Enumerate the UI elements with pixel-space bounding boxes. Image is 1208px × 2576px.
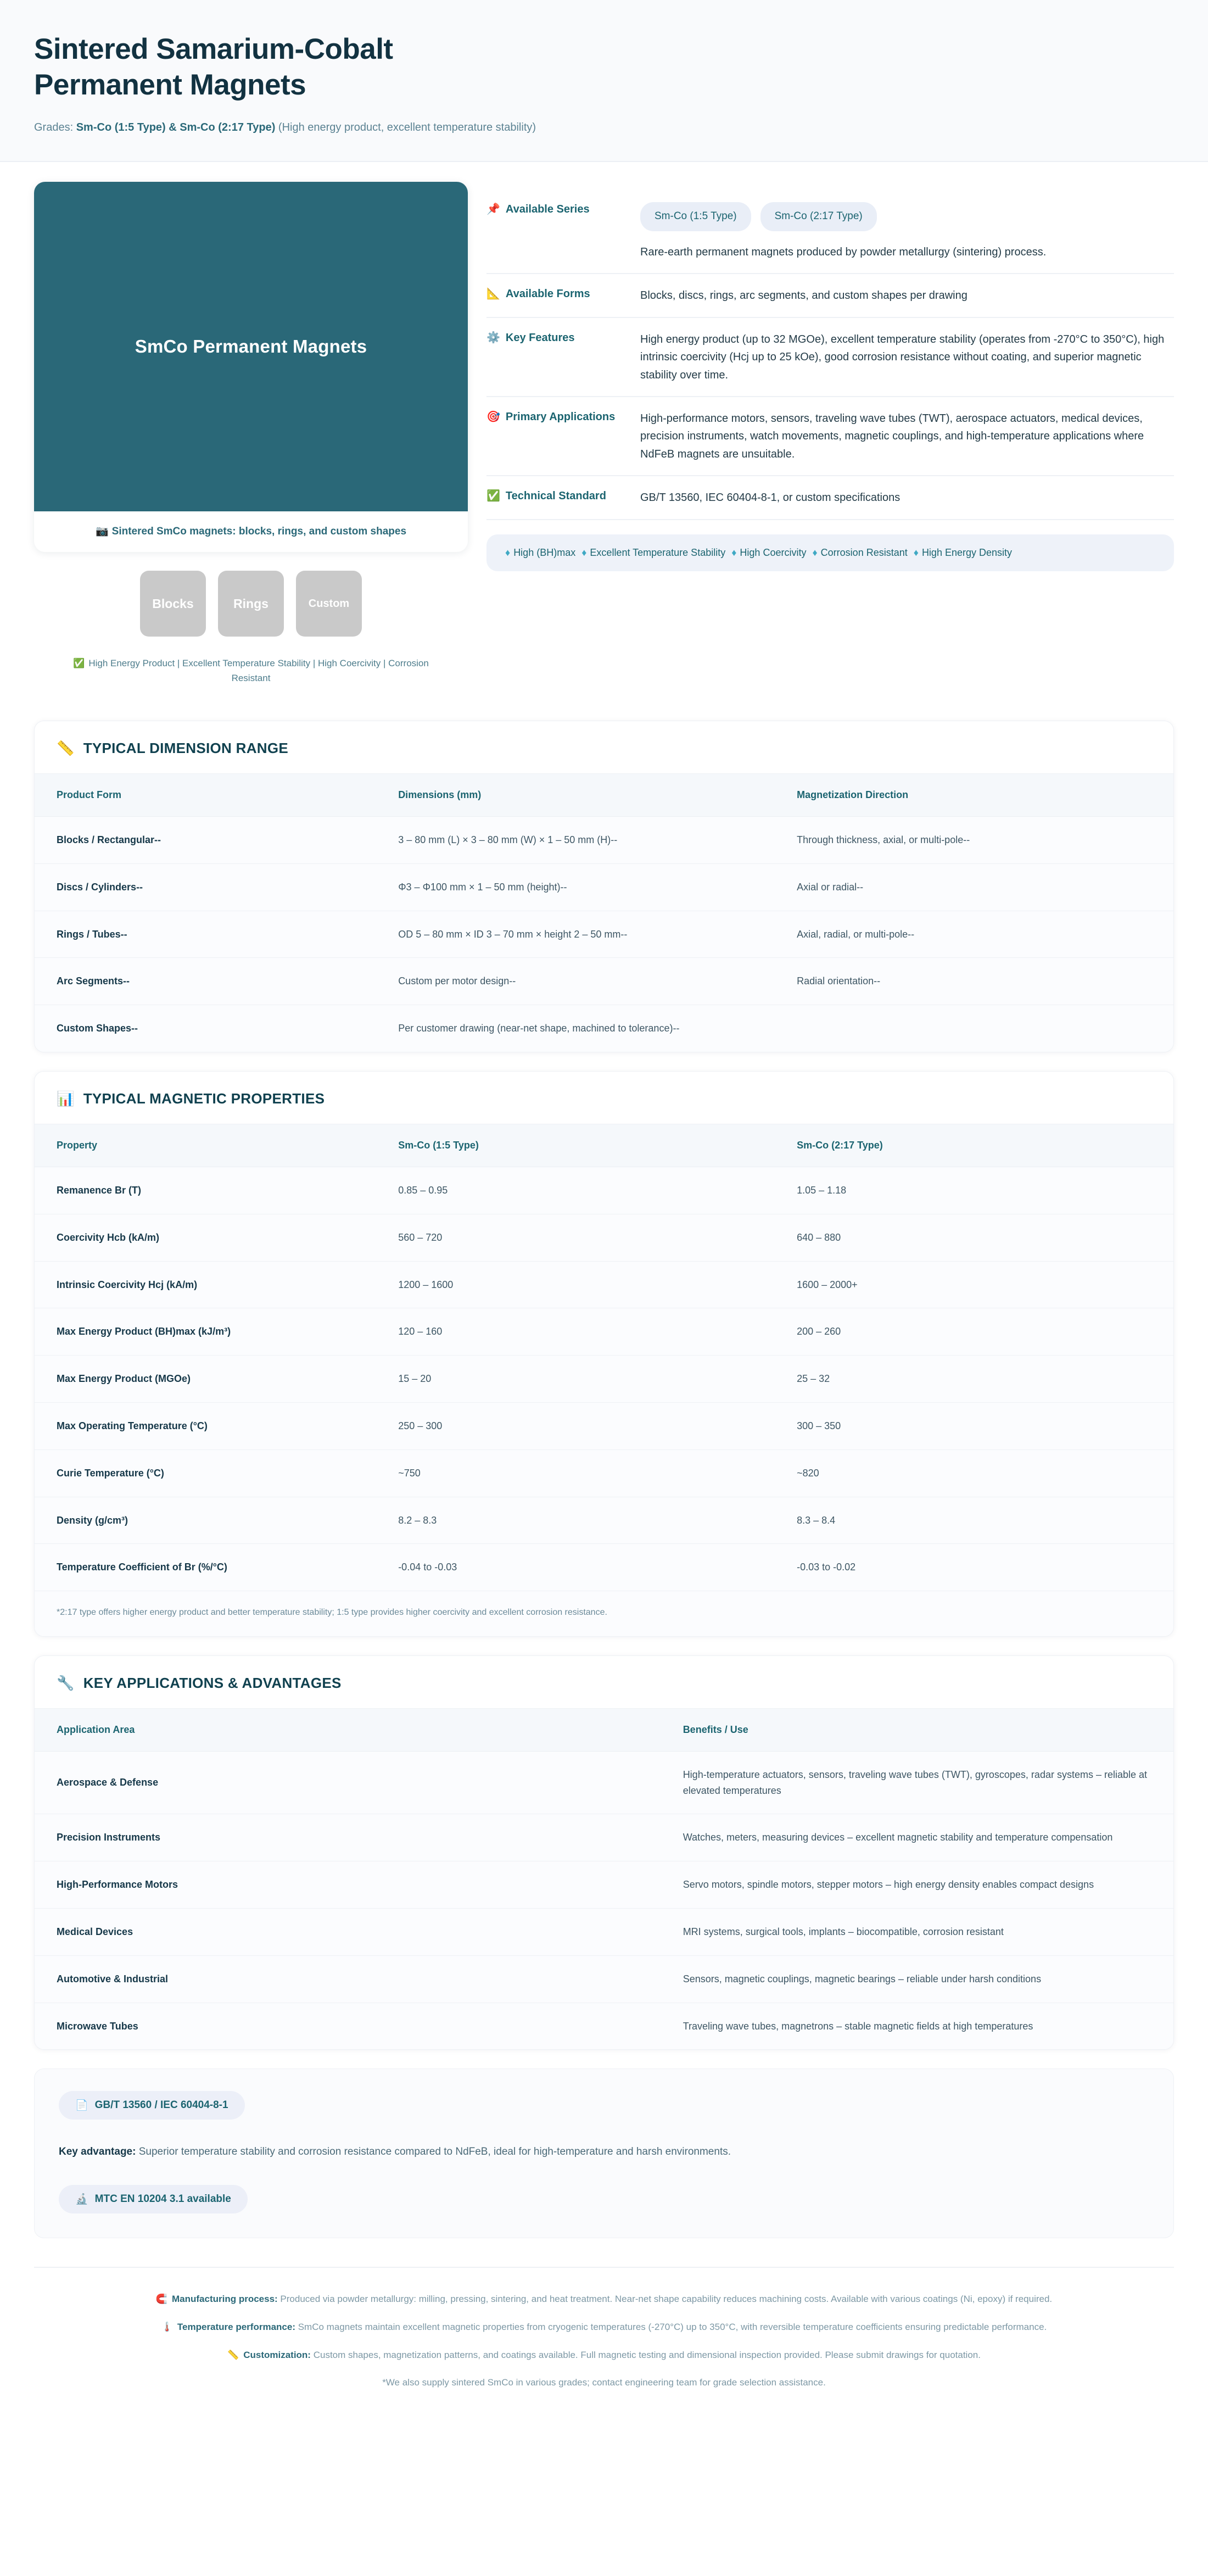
cell-benefits: MRI systems, surgical tools, implants – biocompatible, corrosion resistant [661,1908,1173,1955]
table-row [35,1214,1173,1261]
section-header-dimension-range [35,721,1173,773]
cell-dimensions: Φ3 – Φ100 mm × 1 – 50 mm (height)-- [376,863,775,911]
product-image-caption-text: Sintered SmCo magnets: blocks, rings, and custom shapes [111,526,407,538]
cell-magnetization: Axial or radial-- [775,863,1173,911]
straight-ruler-icon: 📏 [227,2350,239,2361]
product-image-card [34,182,468,552]
feature-tag-0: High (BH)max [513,547,576,558]
footer-final-note: *We also supply sintered SmCo in various grades; contact engineering team for grade selection assistance. [382,2377,826,2388]
standard-badge-mtc[interactable] [59,2185,248,2213]
cell-value-1-5: 120 – 160 [376,1308,775,1356]
section-header-key-applications [35,1656,1173,1708]
cell-value-2-17: 1.05 – 1.18 [775,1167,1173,1214]
table-row [35,911,1173,958]
cell-value-2-17: 200 – 260 [775,1308,1173,1356]
info-label-text: Available Series [505,203,590,216]
series-pill-group [640,202,1174,231]
thermometer-icon: 🌡️ [161,2321,173,2332]
table-row [35,1261,1173,1308]
feature-tag-bar [486,534,1174,571]
cell-property: Temperature Coefficient of Br (%/°C) [35,1544,376,1591]
section-header-magnetic-properties [35,1072,1173,1124]
section-title: KEY APPLICATIONS & ADVANTAGES [83,1674,342,1691]
shape-chip-blocks[interactable]: Blocks [140,571,206,637]
feature-tag-2: High Coercivity [740,547,807,558]
footer-note-temperature [34,2319,1174,2335]
grades-value: Sm-Co (1:5 Type) & Sm-Co (2:17 Type) [76,121,276,134]
section-key-applications [34,1655,1174,2050]
series-pill-2-17[interactable]: Sm-Co (2:17 Type) [760,202,877,231]
product-image-caption [34,511,468,552]
table-row [35,1005,1173,1052]
column-header-product-form: Product Form [35,774,376,817]
standard-badge-label: MTC EN 10204 3.1 available [94,2193,231,2205]
cell-product-form: Blocks / Rectangular-- [35,817,376,864]
grades-subtitle [34,119,1174,136]
hero-header [0,0,1208,162]
left-features-line [34,656,468,685]
table-row [35,863,1173,911]
info-label-technical-standard [486,488,636,504]
cell-value-1-5: 15 – 20 [376,1356,775,1403]
cell-magnetization: Through thickness, axial, or multi-pole-- [775,817,1173,864]
footer-notes [34,2267,1174,2391]
bar-chart-icon: 📊 [57,1090,75,1107]
cell-value-1-5: 560 – 720 [376,1214,775,1261]
cell-application-area: Automotive & Industrial [35,1955,661,2003]
cell-product-form: Rings / Tubes-- [35,911,376,958]
info-label-key-features [486,330,636,345]
info-row-technical-standard [486,476,1174,520]
info-label-available-series [486,202,636,217]
table-header-row [35,1708,1173,1751]
hero-right-column [486,182,1174,571]
cell-application-area: Aerospace & Defense [35,1751,661,1814]
cell-benefits: Sensors, magnetic couplings, magnetic bearings – reliable under harsh conditions [661,1955,1173,2003]
series-description: Rare-earth permanent magnets produced by powder metallurgy (sintering) process. [640,246,1047,259]
table-row [35,1751,1173,1814]
cell-application-area: High-Performance Motors [35,1861,661,1909]
info-value-available-forms: Blocks, discs, rings, arc segments, and custom shapes per drawing [640,289,967,302]
series-pill-1-5[interactable]: Sm-Co (1:5 Type) [640,202,751,231]
cell-benefits: Servo motors, spindle motors, stepper motors – high energy density enables compact designs [661,1861,1173,1909]
page-title [34,32,748,103]
cell-value-2-17: 300 – 350 [775,1402,1173,1449]
footer-note-text: SmCo magnets maintain excellent magnetic properties from cryogenic temperatures (-270°C) up to 350°C, with reversible temperature coefficients ensuring predictable performance. [295,2321,1047,2332]
diamond-bullet-icon: ♦ [812,547,818,558]
section-title: TYPICAL DIMENSION RANGE [83,740,289,756]
column-header-dimensions: Dimensions (mm) [376,774,775,817]
standard-badge-label: GB/T 13560 / IEC 60404-8-1 [94,2099,228,2111]
info-label-text: Key Features [505,331,575,344]
cell-benefits: High-temperature actuators, sensors, traveling wave tubes (TWT), gyroscopes, radar systems – reliable at elevated temperatures [661,1751,1173,1814]
info-value-available-series [640,202,1174,261]
info-value-key-features: High energy product (up to 32 MGOe), excellent temperature stability (operates from -270°C to 350°C), high intrinsic coercivity (Hcj up to 25 kOe), good corrosion resistance without coating, and superior magnetic stability over time. [640,333,1165,381]
grades-note: (High energy product, excellent temperature stability) [278,121,536,134]
page-title-line2: Permanent Magnets [34,68,306,101]
table-header-row [35,774,1173,817]
table-row [35,1449,1173,1497]
shape-chip-custom[interactable]: Custom [296,571,362,637]
cell-magnetization: Radial orientation-- [775,958,1173,1005]
triangular-ruler-icon: 📐 [486,288,500,300]
cell-product-form: Custom Shapes-- [35,1005,376,1052]
hero-body [0,162,1208,702]
gear-icon: ⚙️ [486,331,500,344]
cell-dimensions: 3 – 80 mm (L) × 3 – 80 mm (W) × 1 – 50 mm (H)-- [376,817,775,864]
footer-note-text: Produced via powder metallurgy: milling, pressing, sintering, and heat treatment. Near-net shape capability reduces machining costs. Available with various coatings (Ni, epoxy) if required. [277,2293,1053,2304]
cell-property: Coercivity Hcb (kA/m) [35,1214,376,1261]
product-image-placeholder [34,182,468,511]
product-image-label: SmCo Permanent Magnets [135,336,367,357]
info-label-text: Available Forms [505,288,590,300]
cell-magnetization: Axial, radial, or multi-pole-- [775,911,1173,958]
diamond-bullet-icon: ♦ [581,547,587,558]
table-footnote-row [35,1591,1173,1636]
cell-value-2-17: 1600 – 2000+ [775,1261,1173,1308]
cell-magnetization [775,1005,1173,1052]
cell-value-1-5: 1200 – 1600 [376,1261,775,1308]
key-advantage-text [59,2144,1149,2160]
left-features-text: High Energy Product | Excellent Temperature Stability | High Coercivity | Corrosion Resistant [88,658,429,683]
diamond-bullet-icon: ♦ [505,547,511,558]
info-row-available-series [486,189,1174,274]
info-row-key-features [486,318,1174,397]
footer-note-label: Manufacturing process: [172,2293,278,2304]
document-icon: 📄 [75,2100,88,2112]
table-header-row [35,1124,1173,1167]
table-row [35,1955,1173,2003]
cell-product-form: Discs / Cylinders-- [35,863,376,911]
info-row-available-forms [486,274,1174,317]
cell-application-area: Microwave Tubes [35,2003,661,2049]
column-header-application-area: Application Area [35,1708,661,1751]
feature-tag-1: Excellent Temperature Stability [590,547,726,558]
cell-property: Density (g/cm³) [35,1497,376,1544]
footer-note-customization [34,2347,1174,2363]
cell-value-1-5: 8.2 – 8.3 [376,1497,775,1544]
table-row [35,1908,1173,1955]
cell-property: Remanence Br (T) [35,1167,376,1214]
table-row [35,1544,1173,1591]
diamond-bullet-icon: ♦ [913,547,919,558]
straight-ruler-icon: 📏 [57,740,75,756]
table-row [35,1402,1173,1449]
hero-left-column [34,182,468,685]
microscope-icon: 🔬 [75,2193,88,2205]
footer-note-manufacturing [34,2291,1174,2307]
cell-value-2-17: 25 – 32 [775,1356,1173,1403]
camera-icon: 📷 [95,526,109,538]
footer-note-label: Temperature performance: [177,2321,295,2332]
column-header-sm-co-1-5: Sm-Co (1:5 Type) [376,1124,775,1167]
feature-tag-3: Corrosion Resistant [820,547,908,558]
column-header-sm-co-2-17: Sm-Co (2:17 Type) [775,1124,1173,1167]
section-title: TYPICAL MAGNETIC PROPERTIES [83,1090,325,1107]
key-advantage-body: Superior temperature stability and corrosion resistance compared to NdFeB, ideal for high-temperature and harsh environments. [138,2146,731,2158]
standards-card [34,2068,1174,2238]
dimension-table [35,773,1173,1052]
cell-application-area: Medical Devices [35,1908,661,1955]
info-label-text: Primary Applications [505,411,616,423]
cell-benefits: Watches, meters, measuring devices – excellent magnetic stability and temperature compensation [661,1814,1173,1861]
target-icon: 🎯 [486,411,500,423]
wrench-icon: 🔧 [57,1674,75,1691]
cell-property: Curie Temperature (°C) [35,1449,376,1497]
cell-value-2-17: -0.03 to -0.02 [775,1544,1173,1591]
shape-chip-rings[interactable]: Rings [218,571,284,637]
check-mark-icon: ✅ [486,490,500,503]
feature-tag-4: High Energy Density [921,547,1013,558]
magnet-icon: 🧲 [155,2293,167,2304]
column-header-magnetization: Magnetization Direction [775,774,1173,817]
grades-label: Grades: [34,121,74,134]
column-header-benefits: Benefits / Use [661,1708,1173,1751]
cell-property: Max Operating Temperature (°C) [35,1402,376,1449]
applications-table [35,1708,1173,2050]
info-label-available-forms [486,286,636,302]
table-row [35,1308,1173,1356]
cell-benefits: Traveling wave tubes, magnetrons – stable magnetic fields at high temperatures [661,2003,1173,2049]
cell-value-1-5: ~750 [376,1449,775,1497]
key-advantage-label: Key advantage: [59,2146,136,2158]
info-value-technical-standard: GB/T 13560, IEC 60404-8-1, or custom specifications [640,492,901,504]
cell-value-2-17: 640 – 880 [775,1214,1173,1261]
cell-property: Intrinsic Coercivity Hcj (kA/m) [35,1261,376,1308]
standard-badge-gbt[interactable] [59,2091,245,2120]
cell-value-1-5: -0.04 to -0.03 [376,1544,775,1591]
info-value-primary-applications: High-performance motors, sensors, traveling wave tubes (TWT), aerospace actuators, medical devices, precision instruments, watch movements, magnetic couplings, and high-temperature applications where NdFeB magnets are unsuitable. [640,412,1144,460]
cell-dimensions: OD 5 – 80 mm × ID 3 – 70 mm × height 2 – 50 mm-- [376,911,775,958]
cell-product-form: Arc Segments-- [35,958,376,1005]
cell-dimensions: Per customer drawing (near-net shape, machined to tolerance)-- [376,1005,775,1052]
info-row-primary-applications [486,397,1174,476]
table-row [35,2003,1173,2049]
cell-property: Max Energy Product (BH)max (kJ/m³) [35,1308,376,1356]
table-row [35,1497,1173,1544]
page-title-line1: Sintered Samarium-Cobalt [34,33,393,65]
cell-value-1-5: 0.85 – 0.95 [376,1167,775,1214]
footer-note-label: Customization: [243,2350,311,2361]
table-row [35,958,1173,1005]
info-label-primary-applications [486,409,636,425]
footer-note-text: Custom shapes, magnetization patterns, and coatings available. Full magnetic testing and dimensional inspection provided. Please submit drawings for quotation. [310,2350,981,2361]
cell-dimensions: Custom per motor design-- [376,958,775,1005]
cell-value-1-5: 250 – 300 [376,1402,775,1449]
table-row [35,1356,1173,1403]
cell-application-area: Precision Instruments [35,1814,661,1861]
column-header-property: Property [35,1124,376,1167]
table-row [35,1814,1173,1861]
table-row [35,817,1173,864]
shape-chip-group [34,571,468,637]
table-footnote: *2:17 type offers higher energy product and better temperature stability; 1:5 type provides higher coercivity and excellent corrosion resistance. [35,1591,1173,1636]
diamond-bullet-icon: ♦ [731,547,737,558]
info-label-text: Technical Standard [505,490,606,503]
cell-property: Max Energy Product (MGOe) [35,1356,376,1403]
table-row [35,1167,1173,1214]
cell-value-2-17: 8.3 – 8.4 [775,1497,1173,1544]
section-magnetic-properties [34,1071,1174,1637]
section-dimension-range [34,721,1174,1052]
cell-value-2-17: ~820 [775,1449,1173,1497]
check-mark-icon: ✅ [73,658,85,669]
pushpin-icon: 📌 [486,203,500,216]
magnetic-properties-table [35,1124,1173,1636]
table-row [35,1861,1173,1909]
